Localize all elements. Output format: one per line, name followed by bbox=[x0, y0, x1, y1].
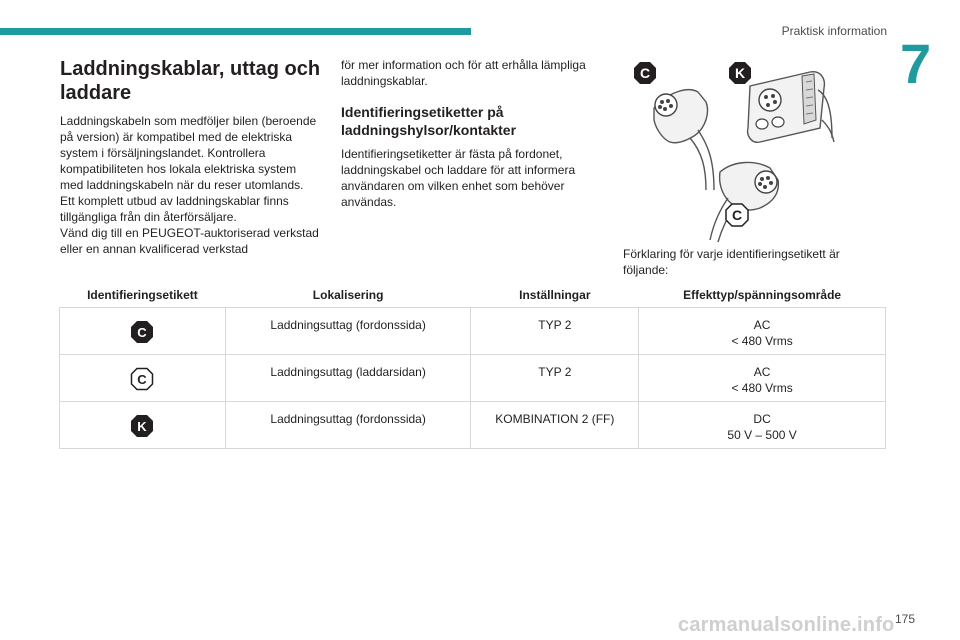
continued-text: för mer information och för att erhålla lämpliga laddningskablar. bbox=[341, 58, 586, 88]
subsection-body: Identifieringsetiketter är fästa på fordonet, laddningskabel och laddare för att informera användaren om vilken enhet som behöver användas. bbox=[341, 147, 576, 209]
badge-cell bbox=[60, 354, 226, 401]
table-row bbox=[60, 307, 886, 354]
power-cell bbox=[639, 401, 886, 448]
table-row bbox=[60, 354, 886, 401]
badge-cell bbox=[60, 401, 226, 448]
power-type: DC bbox=[753, 411, 771, 426]
row-badge-text: C bbox=[137, 324, 148, 340]
power-range: 50 V – 500 V bbox=[727, 427, 797, 442]
middle-column bbox=[341, 57, 603, 210]
illustration-caption: Förklaring för varje identifieringsetikett är följande: bbox=[623, 247, 840, 277]
illustration-label-3: C bbox=[731, 207, 743, 223]
power-range: < 480 Vrms bbox=[731, 333, 793, 348]
location-cell: Laddningsuttag (laddarsidan) bbox=[225, 354, 471, 401]
left-column bbox=[60, 57, 322, 257]
power-cell bbox=[639, 307, 886, 354]
power-range: < 480 Vrms bbox=[731, 380, 793, 395]
page-title: Laddningskablar, uttag och laddare bbox=[60, 58, 321, 104]
power-type: AC bbox=[753, 317, 771, 332]
location-cell: Laddningsuttag (fordonssida) bbox=[225, 307, 471, 354]
setting-cell: TYP 2 bbox=[471, 354, 639, 401]
power-cell bbox=[639, 354, 886, 401]
table-header-row bbox=[60, 283, 886, 307]
header-location: Lokalisering bbox=[225, 283, 471, 307]
illustration-label-1: C bbox=[639, 65, 651, 81]
chapter-number: 7 bbox=[900, 32, 932, 95]
badge-cell bbox=[60, 307, 226, 354]
connector-illustration bbox=[610, 50, 890, 250]
type2-vehicle-plug-icon bbox=[654, 90, 714, 190]
section-title: Praktisk information bbox=[781, 24, 887, 38]
power-type: AC bbox=[753, 364, 771, 379]
subsection-title: Identifieringsetiketter på laddningshylsor/kontakter bbox=[341, 104, 517, 138]
left-body-text: Laddningskabeln som medföljer bilen (beroende på version) är kompatibel med de elektriska system i försäljningslandet. Kontrollera kompatibiliteten hos lokala elektriska system med laddningskabeln när du reser utomlands. Ett komplett utbud av laddningskablar finns tillgängliga från din återförsäljare. Vänd dig till en PEUGEOT-auktoriserad verkstad eller en annan kvalificerad verkstad bbox=[60, 114, 319, 256]
header-label: Identifieringsetikett bbox=[60, 283, 226, 307]
combo-socket-icon bbox=[748, 72, 834, 143]
label-table bbox=[59, 283, 886, 449]
row-badge-text: C bbox=[137, 371, 148, 387]
location-cell: Laddningsuttag (fordonssida) bbox=[225, 401, 471, 448]
header-accent-bar bbox=[0, 28, 471, 35]
setting-cell: KOMBINATION 2 (FF) bbox=[471, 401, 639, 448]
row-badge-text: K bbox=[137, 418, 148, 434]
label-k-filled-icon bbox=[130, 414, 154, 438]
label-c-outline-icon bbox=[130, 367, 154, 391]
illustration-label-2: K bbox=[734, 65, 746, 81]
table-row bbox=[60, 401, 886, 448]
label-c-filled-icon bbox=[130, 320, 154, 344]
page-number: 175 bbox=[894, 612, 915, 626]
setting-cell: TYP 2 bbox=[471, 307, 639, 354]
type2-charger-plug-icon bbox=[710, 162, 778, 242]
header-power: Effekttyp/spänningsområde bbox=[639, 283, 886, 307]
header-setting: Inställningar bbox=[471, 283, 639, 307]
watermark: carmanualsonline.info bbox=[678, 614, 895, 636]
